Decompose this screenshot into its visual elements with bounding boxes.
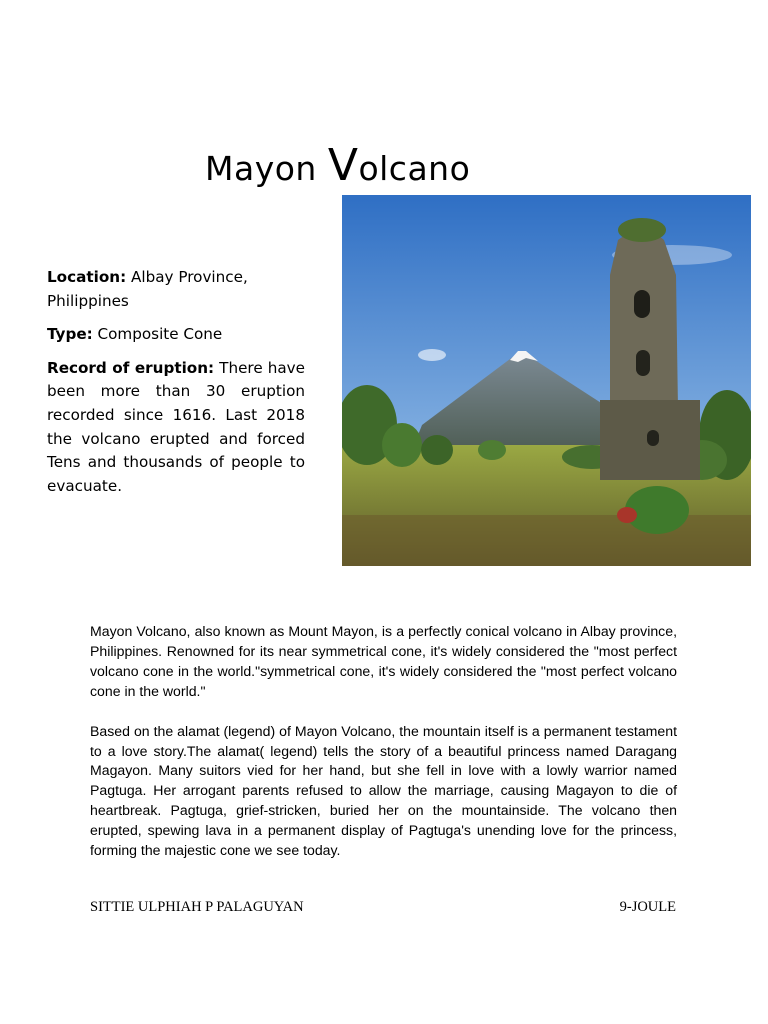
location-fact (47, 266, 305, 313)
location-value: Albay Province, Philippines (47, 268, 248, 310)
location-label: Location: (47, 268, 127, 286)
body-text (90, 622, 677, 881)
page-title (205, 140, 505, 191)
eruption-record-fact (47, 357, 305, 499)
volcano-photo-illustration (342, 195, 751, 566)
type-value: Composite Cone (92, 325, 223, 344)
footer (90, 899, 676, 916)
description-paragraph: Mayon Volcano, also known as Mount Mayon, is a perfectly conical volcano in Albay province, Philippines. Renowned for its near symmetrical cone, it's widely considered the "most perfect volcano cone in the world."symmetrical cone, it's widely considered the "most perfect volcano cone in the world." (90, 623, 677, 699)
dirt-ground (342, 515, 751, 566)
record-value: There have been more than 30 eruption recorded since 1616. Last 2018 the volcano erupted and forced Tens and thousands of people to evacuate. (47, 358, 305, 495)
type-fact (47, 323, 305, 347)
cloud (418, 349, 446, 361)
record-label: Record of eruption: (47, 358, 215, 377)
legend-paragraph: Based on the alamat (legend) of Mayon Volcano, the mountain itself is a permanent testament to a love story.The alamat( legend) tells the story of a beautiful princess named Daragang Magayon. Many suitors vied for her hand, but she fell in love with a lowly warrior named Pagtuga. Her arrogant parents refused to allow the marriage, causing Magayon to die of heartbreak. Pagtuga, grief-stricken, buried her on the mountainside. The volcano then erupted, spewing lava in a permanent display of Pagtuga's unending love for the princess, forming the majestic cone we see today. (90, 722, 677, 859)
title-part1: Mayon (205, 149, 328, 189)
author-name: SITTIE ULPHIAH P PALAGUYAN (90, 899, 304, 915)
facts-panel (47, 266, 305, 508)
title-part2: olcano (358, 149, 471, 189)
title-initial: V (327, 140, 359, 192)
type-label: Type: (47, 325, 93, 344)
class-section: 9-JOULE (619, 899, 676, 915)
volcano-photo (342, 195, 751, 566)
